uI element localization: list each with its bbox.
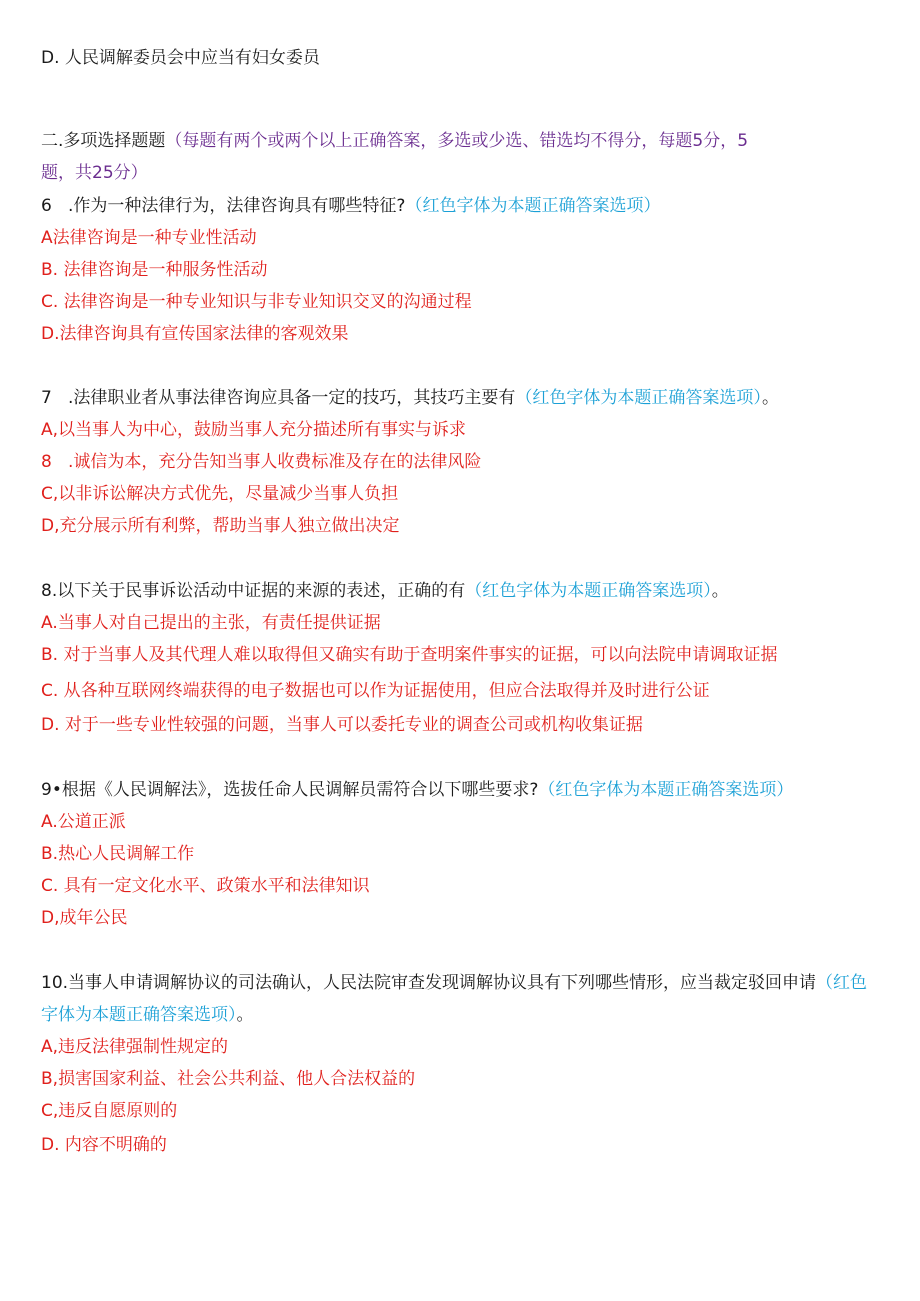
q9-option-a: A.公道正派 xyxy=(41,812,126,832)
q7-option-b: 8 .诚信为本，充分告知当事人收费标准及存在的法律风险 xyxy=(41,452,482,472)
q10-option-d: D. 内容不明确的 xyxy=(41,1135,167,1155)
question-text: 8.以下关于民事诉讼活动中证据的来源的表述，正确的有 xyxy=(41,581,466,601)
question-text: 10.当事人申请调解协议的司法确认，人民法院审查发现调解协议具有下列哪些情形，应当裁定驳回申请 xyxy=(41,973,817,993)
answer-hint-cont: 字体为本题正确答案选项） xyxy=(41,1005,237,1025)
question-suffix: 。 xyxy=(711,581,729,601)
q8-option-d: D. 对于一些专业性较强的问题，当事人可以委托专业的调查公司或机构收集证据 xyxy=(41,715,643,735)
q7-option-a: A,以当事人为中心，鼓励当事人充分描述所有事实与诉求 xyxy=(41,420,467,440)
q8-option-a: A.当事人对自己提出的主张，有责任提供证据 xyxy=(41,613,381,633)
q10-option-b: B,损害国家利益、社会公共利益、他人合法权益的 xyxy=(41,1069,416,1089)
q8-option-c: C. 从各种互联网终端获得的电子数据也可以作为证据使用，但应合法取得并及时进行公证 xyxy=(41,681,710,701)
section-note-cont: 题，共25分） xyxy=(41,163,148,183)
question-text: 7 .法律职业者从事法律咨询应具备一定的技巧，其技巧主要有 xyxy=(41,388,516,408)
answer-hint: （红色字体为本题正确答案选项） xyxy=(538,780,794,800)
question-text: 9•根据《人民调解法》，选拔任命人民调解员需符合以下哪些要求? xyxy=(41,780,539,800)
answer-hint: （红色字体为本题正确答案选项） xyxy=(515,388,762,408)
answer-hint: （红色字体为本题正确答案选项） xyxy=(405,196,661,216)
question-suffix: 。 xyxy=(761,388,779,408)
q9-option-d: D,成年公民 xyxy=(41,908,128,928)
question-7-stem xyxy=(41,386,779,410)
prev-option-d: D. 人民调解委员会中应当有妇女委员 xyxy=(41,48,320,68)
section-heading xyxy=(41,129,748,153)
q6-option-d: D.法律咨询具有宣传国家法律的客观效果 xyxy=(41,324,349,344)
section-title: 二.多项选择题题 xyxy=(41,131,166,151)
q9-option-b: B.热心人民调解工作 xyxy=(41,844,195,864)
question-9-stem xyxy=(41,778,793,802)
question-text: 6 .作为一种法律行为，法律咨询具有哪些特征? xyxy=(41,196,406,216)
question-10-stem-cont xyxy=(41,1003,254,1027)
q10-option-c: C,违反自愿原则的 xyxy=(41,1101,178,1121)
answer-hint: （红色字体为本题正确答案选项） xyxy=(465,581,712,601)
section-note: （每题有两个或两个以上正确答案，多选或少选、错选均不得分，每题5分，5 xyxy=(165,131,749,151)
q7-option-d: D,充分展示所有利弊，帮助当事人独立做出决定 xyxy=(41,516,400,536)
q10-option-a: A,违反法律强制性规定的 xyxy=(41,1037,229,1057)
q7-option-c: C,以非诉讼解决方式优先，尽量减少当事人负担 xyxy=(41,484,399,504)
q9-option-c: C. 具有一定文化水平、政策水平和法律知识 xyxy=(41,876,370,896)
q6-option-c: C. 法律咨询是一种专业知识与非专业知识交叉的沟通过程 xyxy=(41,292,472,312)
question-suffix: 。 xyxy=(236,1005,254,1025)
question-10-stem xyxy=(41,971,867,995)
question-8-stem xyxy=(41,579,729,603)
q8-option-b: B. 对于当事人及其代理人难以取得但又确实有助于查明案件事实的证据，可以向法院申请调取证据 xyxy=(41,645,778,665)
q6-option-a: A法律咨询是一种专业性活动 xyxy=(41,228,257,248)
answer-hint: （红色 xyxy=(816,973,868,993)
question-6-stem xyxy=(41,194,660,218)
q6-option-b: B. 法律咨询是一种服务性活动 xyxy=(41,260,268,280)
